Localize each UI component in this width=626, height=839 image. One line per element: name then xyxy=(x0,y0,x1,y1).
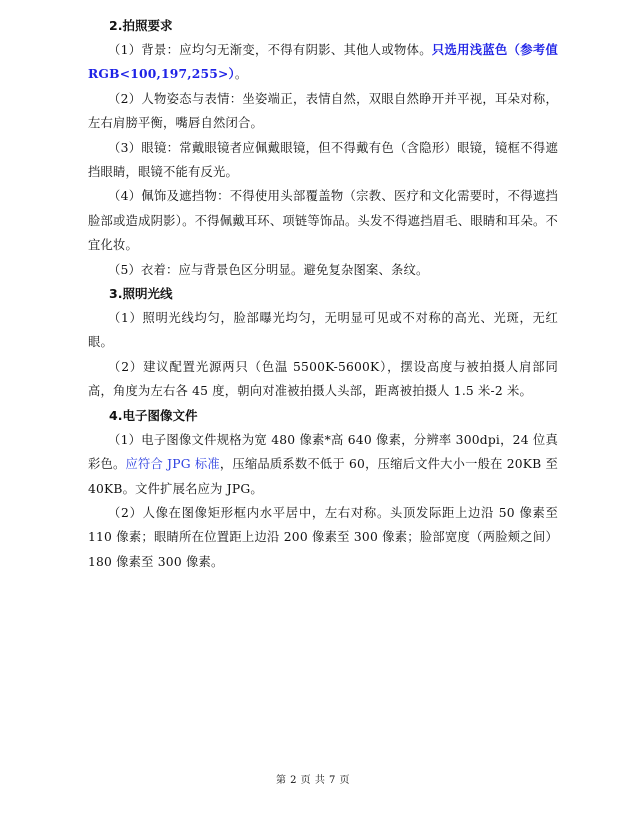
section-paragraph xyxy=(88,355,558,404)
paragraph-text: ，压缩品质系数不低于 60，压缩后文件大小一般在 20KB 至 40KB。文件扩展名应为 JPG。 xyxy=(88,457,558,496)
section-paragraph xyxy=(88,258,558,282)
highlighted-text: 只选用浅蓝色（参考值 RGB<100,197,255>） xyxy=(88,42,558,82)
paragraph-text: 。 xyxy=(234,67,248,82)
highlighted-text: 应符合 JPG 标准 xyxy=(125,457,220,472)
section-heading: 2.拍照要求 xyxy=(109,18,173,33)
paragraph-text: （2）人像在图像矩形框内水平居中，左右对称。头顶发际距上边沿 50 像素至 110 像素；眼睛所在位置距上边沿 200 像素至 300 像素；脸部宽度（两脸颊之间）180 像素至 300 像素。 xyxy=(88,505,558,569)
paragraph-text: （2）人物姿态与表情：坐姿端正，表情自然，双眼自然睁开并平视，耳朵对称，左右肩膀平衡，嘴唇自然闭合。 xyxy=(88,91,558,131)
section-paragraph xyxy=(88,306,558,355)
page-footer: 第 2 页 共 7 页 xyxy=(275,775,351,786)
document-content xyxy=(88,14,558,574)
paragraph-text: （3）眼镜：常戴眼镜者应佩戴眼镜，但不得戴有色（含隐形）眼镜，镜框不得遮挡眼睛，眼镜不能有反光。 xyxy=(88,140,558,180)
section-heading: 4.电子图像文件 xyxy=(109,407,198,423)
paragraph-text: （1）电子图像文件规格为宽 480 像素*高 640 像素，分辨率 300dpi，24 位真彩色。 xyxy=(88,432,558,472)
section-heading: 3.照明光线 xyxy=(109,286,173,302)
section-paragraph xyxy=(88,87,558,136)
section-paragraph xyxy=(88,501,558,574)
paragraph-text: （5）衣着：应与背景色区分明显。避免复杂图案、条纹。 xyxy=(108,262,429,277)
paragraph-text: （1）照明光线均匀，脸部曝光均匀，无明显可见或不对称的高光、光斑，无红眼。 xyxy=(88,311,558,350)
paragraph-text: （1）背景：应均匀无渐变，不得有阴影、其他人或物体。 xyxy=(108,43,432,57)
section-paragraph xyxy=(88,136,558,185)
paragraph-text: （4）佩饰及遮挡物：不得使用头部覆盖物（宗教、医疗和文化需要时，不得遮挡脸部或造成阴影）。不得佩戴耳环、项链等饰品。头发不得遮挡眉毛、眼睛和耳朵。不宜化妆。 xyxy=(88,189,558,253)
section-paragraph xyxy=(88,428,558,501)
section-paragraph xyxy=(88,184,558,257)
section-paragraph xyxy=(88,38,558,87)
paragraph-text: （2）建议配置光源两只（色温 5500K-5600K），摆设高度与被拍摄人肩部同高，角度为左右各 45 度，朝向对准被拍摄人头部，距离被拍摄人 1.5 米-2 米。 xyxy=(88,359,558,399)
